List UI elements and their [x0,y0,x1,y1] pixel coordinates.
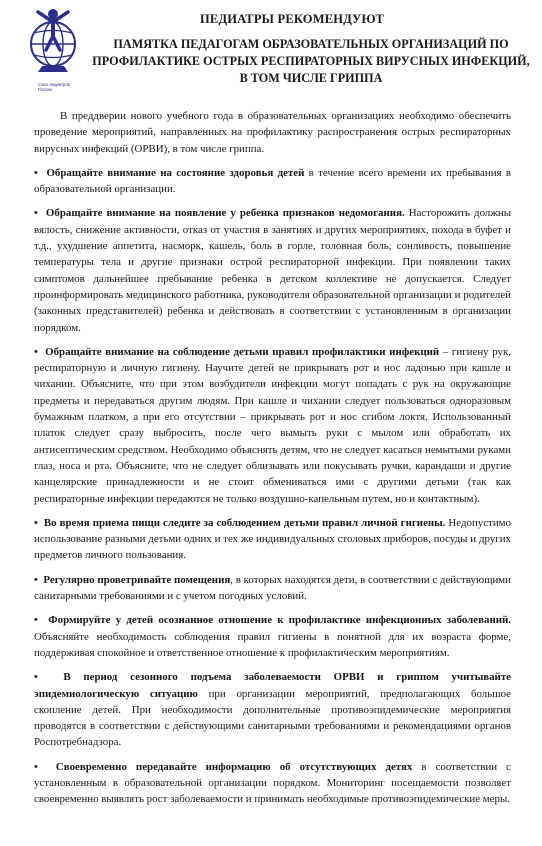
union-of-pediatricians-logo [24,6,82,90]
recommendation-lead: Обращайте внимание на появление у ребенка признаков недомогания. [45,207,405,220]
intro-paragraph: В преддверии нового учебного года в образовательных организациях необходимо обеспечить проведение мероприятий, направленных на профилактику распространения острых респираторных вирусных инфекций (ОРВИ), в том числе гриппа. [34,110,511,155]
recommendation-item [34,759,511,808]
bullet-icon: • [34,345,38,358]
logo-caption: Союз педиатров России [38,82,70,92]
bullet-icon: • [34,166,38,179]
recommendation-text: Объясняйте необходимость соблюдения правил гигиены в понятной для их возраста форме, поддерживая спокойное и ответственное отношение к профилактическим мероприятиям. [34,630,511,659]
bullet-icon: • [34,207,38,220]
memo-body [34,108,511,816]
recommendation-text: при организации мероприятий, предполагающих большое скопление детей. При необходимости дополнительные противоэпидемические мероприятия проводятся в соответствии с действующими санитарными требованиями и рекомендациями органов Роспотребнадзора. [34,687,512,749]
recommendation-lead: Обращайте внимание на состояние здоровья детей [46,166,305,179]
bullet-icon: • [34,760,38,773]
recommendation-item [34,669,511,750]
recommendation-item [34,572,511,605]
recommendation-text: , в которых находятся дети, в соответствии с действующими санитарными требованиями и с учетом погодных условий. [34,573,512,603]
recommendation-item [34,612,511,661]
bullet-icon: • [34,614,38,627]
bullet-icon: • [34,671,38,684]
recommendation-lead: Формируйте у детей осознанное отношение к профилактике инфекционных заболеваний. [48,614,512,627]
kicker-heading: ПЕДИАТРЫ РЕКОМЕНДУЮТ [200,12,385,26]
bullet-icon: • [34,516,38,529]
recommendation-lead: Обращайте внимание на соблюдение детьми правил профилактики инфекций [45,345,440,358]
globe-child-icon [24,6,82,84]
recommendation-text: в соответствии с установленным в образовательной организации порядком. Мониторинг посещаемости позволяет своевременно выявлять рост заболеваемости и принимать необходимые противоэпидемические меры. [34,760,511,806]
recommendation-item [34,344,511,507]
recommendation-lead: Во время приема пищи следите за соблюдением детьми правил личной гигиены. [43,516,446,529]
recommendation-text: Насторожить должны вялость, снижение активности, отказ от участия в занятиях и других мероприятиях, похода в буфет и т.д., ухудшение аппетита, насморк, кашель, боль в горле, головная боль, сонливость, повышение температуры тела и другие признаки острой респираторной инфекции. При появлении таких симптомов дальнейшее пребывание ребенка в детском коллективе не допускается. Следует проинформировать медицинского работника, руководителя образовательной организации и родителей (законных представителей) ребенка и действовать в соответствии с установленным в организации порядком. [34,207,512,334]
page-title: ПАМЯТКА ПЕДАГОГАМ ОБРАЗОВАТЕЛЬНЫХ ОРГАНИЗАЦИЙ ПО ПРОФИЛАКТИКЕ ОСТРЫХ РЕСПИРАТОРНЫХ ВИРУСНЫХ ИНФЕКЦИЙ, В ТОМ ЧИСЛЕ ГРИППА [92,37,530,85]
recommendation-item [34,515,511,564]
recommendation-text: Недопустимо использование разными детьми одних и тех же индивидуальных столовых приборов, посуды и других предметов личного пользования. [34,516,511,562]
recommendation-text: – гигиену рук, респираторную и личную гигиену. Научите детей не прикрывать рот и нос ладонью при кашле и чихании. Объясните, что при этом возбудители инфекции могут попадать с рук на окружающие предметы и передаваться другим людям. При кашле и чихании следует пользоваться одноразовым бумажным платком, а при его отсутствии – прикрывать рот и нос сгибом локтя. Использованный платок следует сразу выбросить, после чего вымыть руки с мылом или обработать их антисептическим средством. Необходимо объяснять детям, что не следует касаться немытыми руками глаз, носа и рта. Объясните, что не следует облизывать или покусывать ручки, карандаши и другие канцелярские принадлежности и не стоит обмениваться ими с другими детьми (так как респираторные инфекции передаются не только воздушно-капельным путем, но и контактным). [34,345,511,505]
recommendation-item [34,165,511,198]
recommendation-lead: Своевременно передавайте информацию об отсутствующих детях [55,760,413,773]
recommendation-lead: В период сезонного подъема заболеваемости ОРВИ и гриппом учитывайте эпидемиологическую ситуацию [34,671,512,700]
recommendation-text: в течение всего времени их пребывания в образовательной организации. [34,166,512,196]
recommendation-lead: Регулярно проветривайте помещения [43,573,231,586]
bullet-icon: • [34,573,38,586]
recommendation-item [34,205,511,335]
